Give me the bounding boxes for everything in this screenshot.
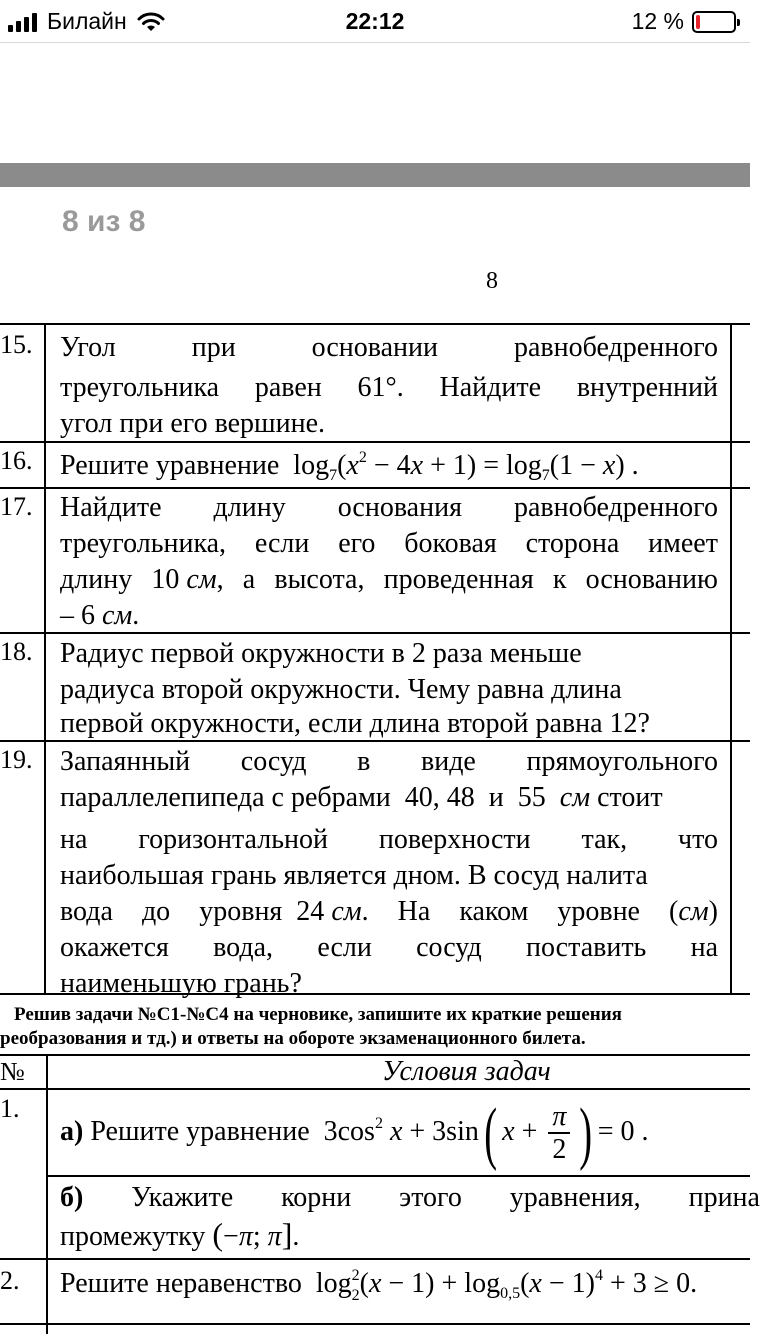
task-15-line-1: Угол при основании равнобедренного [60, 332, 718, 363]
task-number: 15. [0, 330, 33, 359]
task-17-line-3: длину 10 см, а высота, проведенная к основанию [60, 564, 718, 595]
task-15-line-2: треугольника равен 61°. Найдите внутренний [60, 372, 718, 403]
task-15-line-3: угол при его вершине. [60, 408, 326, 439]
task-19-line-6: окажется вода, если сосуд поставить на [60, 932, 718, 963]
task-19-line-5: вода до уровня 24 см. На каком уровне (см) [60, 896, 718, 927]
instruction-line-1: Решив задачи №С1-№С4 на черновике, запишите их краткие решения [14, 1004, 622, 1025]
c-task-number: 1. [0, 1094, 20, 1123]
task-19-line-3: на горизонтальной поверхности так, что [60, 824, 718, 855]
task-18-line-1: Радиус первой окружности в 2 раза меньше [60, 638, 582, 669]
task-19-line-2: параллелепипеда с ребрами 40, 48 и 55 см стоит [60, 782, 663, 813]
c2-text: Решите неравенство $\log_2^2(x - 1) + \log_{0,5}(x - 1)^4 + 3 \ge 0$. [60, 1267, 698, 1304]
task-17-line-4: – 6 см. [60, 600, 140, 631]
table-header-number: № [0, 1057, 25, 1086]
task-17-line-1: Найдите длину основания равнобедренного [60, 492, 718, 523]
carrier-name: Билайн [47, 8, 127, 34]
c1-part-b-line-1: б) Укажите корни этого уравнения, прина [60, 1182, 760, 1213]
task-16-text: Решите уравнение $\log_7(x^2 - 4x + 1) = \log_7(1 - x)$ . [60, 449, 639, 484]
c1-part-b-line-2: промежутку (−π; π]. [60, 1216, 300, 1252]
task-19-line-1: Запаянный сосуд в виде прямоугольного [60, 746, 718, 777]
task-number: 16. [0, 446, 33, 475]
task-number: 19. [0, 745, 33, 774]
task-17-line-2: треугольника, если его боковая сторона имеет [60, 528, 718, 559]
task-19-line-7: наименьшую грань? [60, 968, 302, 999]
task-19-line-4: наибольшая грань является дном. В сосуд налита [60, 860, 648, 891]
task-18-line-2: радиуса второй окружности. Чему равна длина [60, 674, 622, 705]
page-counter: 8 из 8 [62, 205, 146, 238]
task-number: 18. [0, 637, 33, 666]
task-number: 17. [0, 492, 33, 521]
instruction-line-2: реобразования и тд.) и ответы на обороте экзаменационного билета. [0, 1028, 586, 1049]
c-task-number: 2. [0, 1266, 20, 1295]
clock: 22:12 [345, 8, 405, 34]
battery-percent: 12 % [631, 8, 684, 34]
table-header-conditions: Условия задач [382, 1056, 551, 1087]
c1-part-a: а) Решите уравнение $3\cos^2$ x + 3sin( x + $\frac{\pi}{2}$ ) = 0 . [60, 1094, 649, 1172]
task-18-line-3: первой окружности, если длина второй равна 12? [60, 708, 650, 739]
page-number: 8 [486, 268, 498, 294]
